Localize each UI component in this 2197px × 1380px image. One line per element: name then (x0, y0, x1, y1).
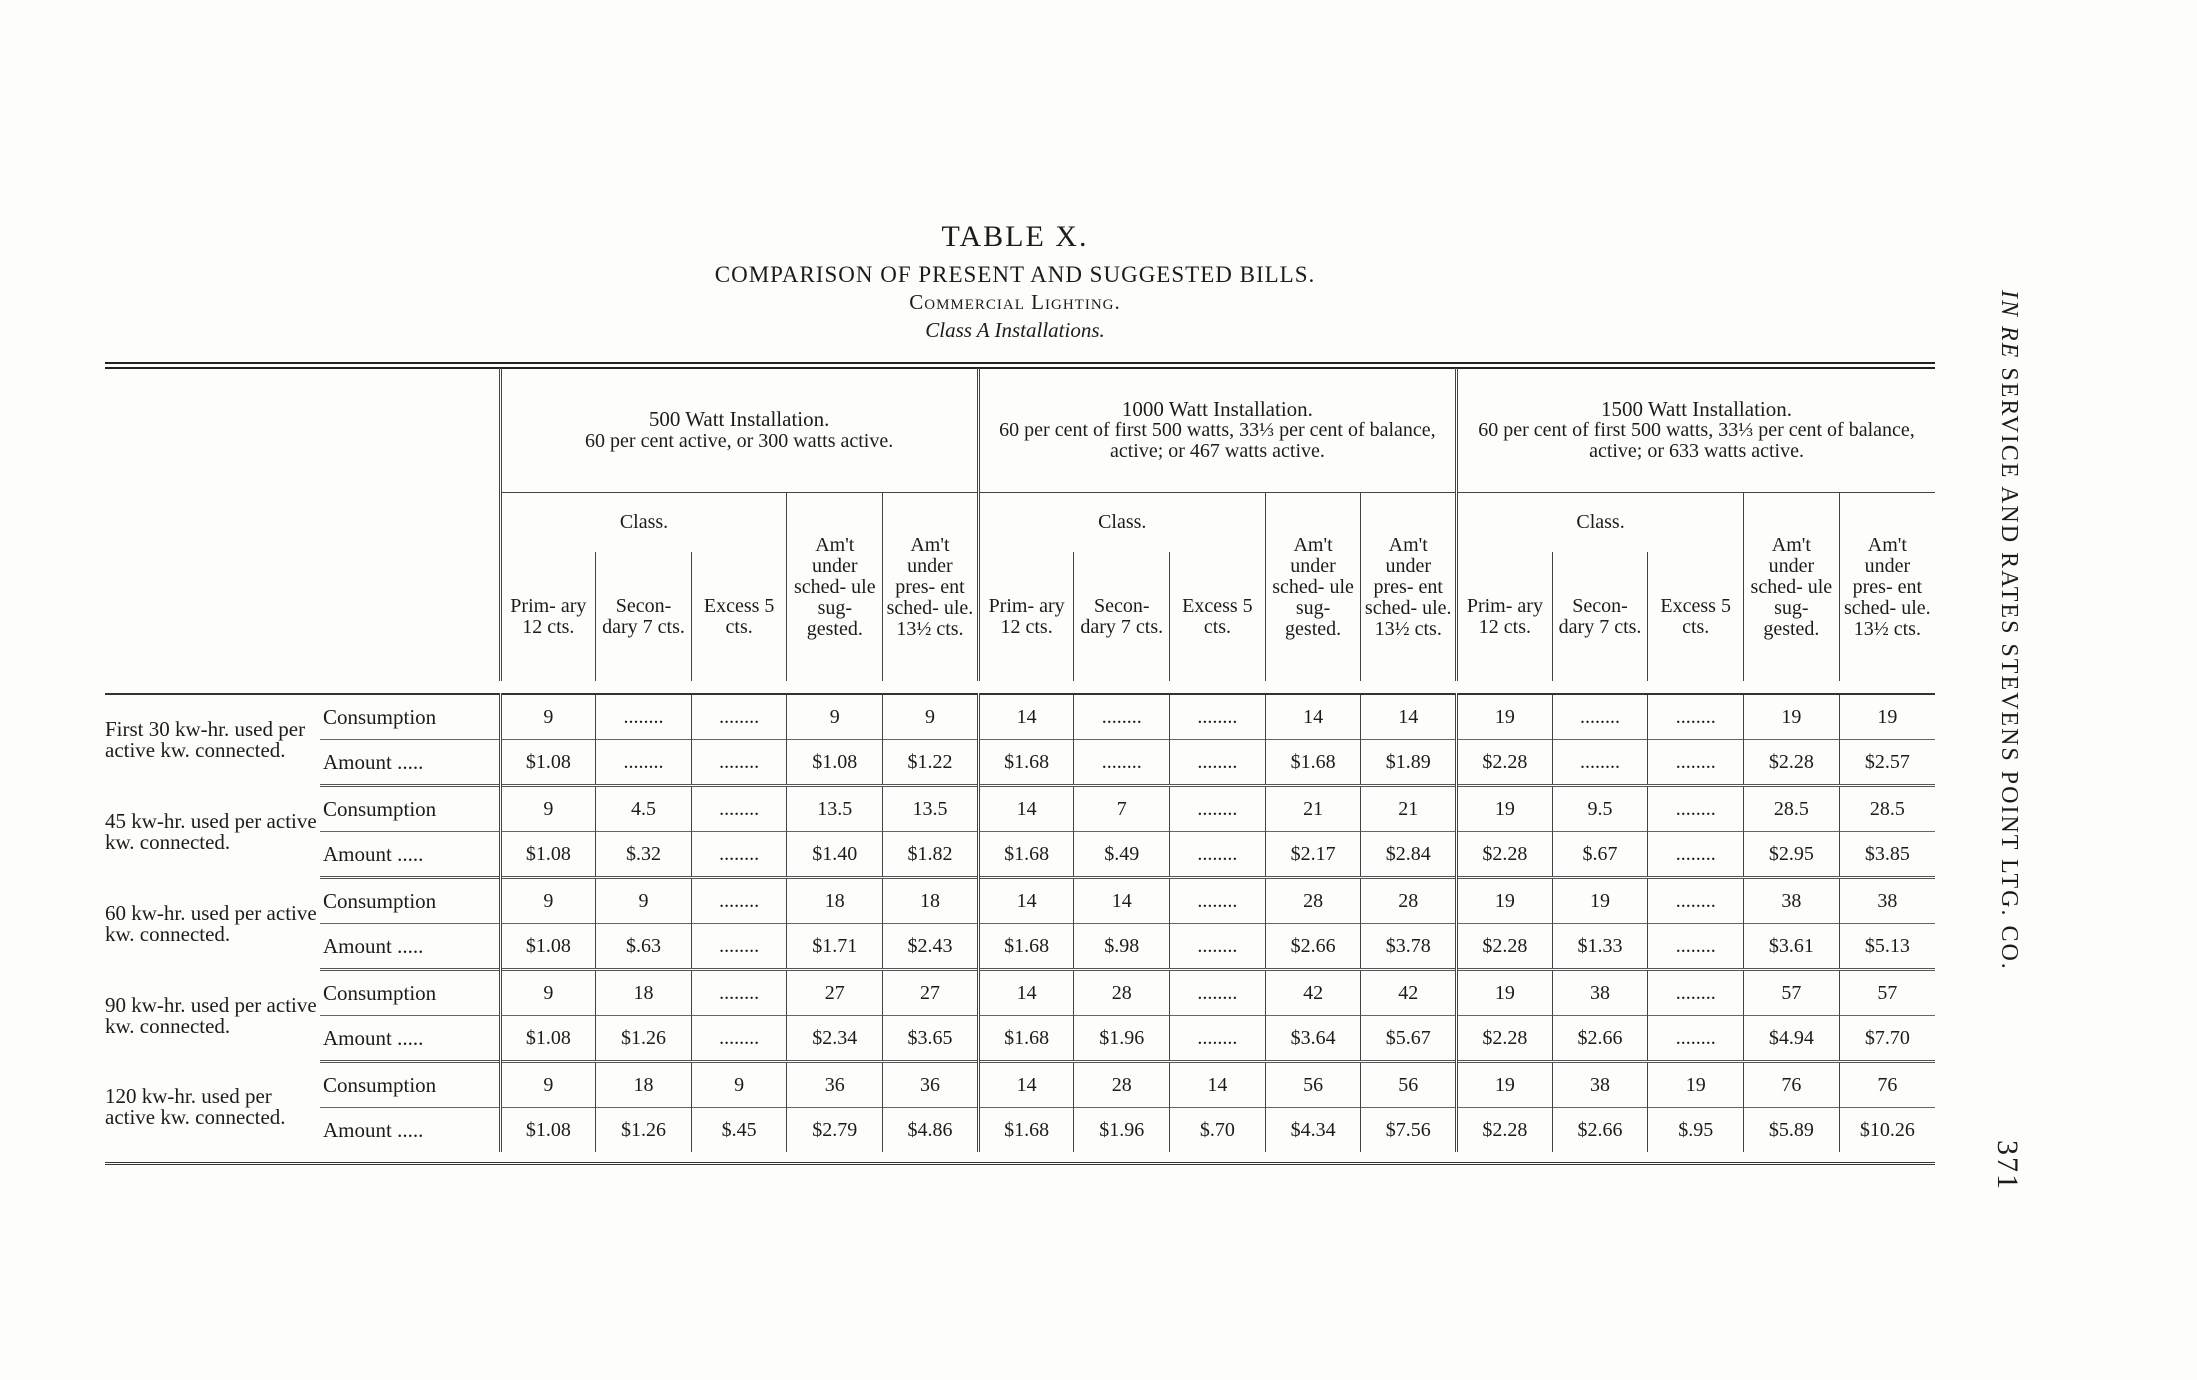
table-cell: 28 (1265, 878, 1361, 924)
table-cell: $4.86 (883, 1108, 979, 1153)
table-cell: $1.22 (883, 740, 979, 786)
table-cell: 76 (1744, 1062, 1840, 1108)
table-cell: ........ (1170, 740, 1266, 786)
suggested-header: Am't under sched- ule sug- gested. (787, 493, 883, 682)
table-cell: 27 (787, 970, 883, 1016)
table-cell: 19 (1648, 1062, 1744, 1108)
table-row (105, 740, 1935, 786)
table-cell: ........ (1648, 786, 1744, 832)
table-cell: $1.40 (787, 832, 883, 878)
table-cell: ........ (691, 832, 787, 878)
table-cell: $2.95 (1744, 832, 1840, 878)
table-cell: 9 (500, 878, 596, 924)
table-cell: 42 (1361, 970, 1457, 1016)
present-header: Am't under pres- ent sched- ule. 13½ cts. (1839, 493, 1935, 682)
table-cell: $2.17 (1265, 832, 1361, 878)
consumption-label: Consumption (323, 704, 437, 729)
table-cell: 9 (500, 694, 596, 740)
table-row (105, 1108, 1935, 1153)
table-cell: 14 (978, 1062, 1074, 1108)
table-cell: $1.68 (978, 1016, 1074, 1062)
table-cell: $3.61 (1744, 924, 1840, 970)
table-cell: $.49 (1074, 832, 1170, 878)
table-cell: $.32 (596, 832, 692, 878)
table-cell: $7.56 (1361, 1108, 1457, 1153)
present-header: Am't under pres- ent sched- ule. 13½ cts. (883, 493, 979, 682)
installation-title: 1500 Watt Installation. (1601, 396, 1793, 421)
table-cell: 14 (978, 786, 1074, 832)
table-row (105, 924, 1935, 970)
table-cell: $1.26 (596, 1108, 692, 1153)
table-cell: $1.08 (500, 740, 596, 786)
amount-label: Amount ..... (320, 1016, 500, 1062)
table-row (105, 1016, 1935, 1062)
table-cell: 18 (883, 878, 979, 924)
table-cell: 9 (500, 786, 596, 832)
primary-header: Prim- ary 12 cts. (500, 552, 596, 681)
row-label: First 30 kw-hr. used per active kw. connected. (105, 717, 306, 763)
table-cell: ........ (1552, 694, 1648, 740)
table-cell: $1.82 (883, 832, 979, 878)
table-cell: 36 (787, 1062, 883, 1108)
table-cell: $3.85 (1839, 832, 1935, 878)
table-cell: ........ (1170, 694, 1266, 740)
table-cell: $1.68 (1265, 740, 1361, 786)
table-cell: 56 (1265, 1062, 1361, 1108)
table-cell: 57 (1839, 970, 1935, 1016)
table-cell: $2.28 (1744, 740, 1840, 786)
table-cell: ........ (596, 694, 692, 740)
table-cell: ........ (691, 878, 787, 924)
installation-title: 1000 Watt Installation. (1121, 396, 1313, 421)
table-cell: 21 (1265, 786, 1361, 832)
table-cell: 9 (787, 694, 883, 740)
table-cell: 19 (1457, 878, 1553, 924)
table-cell: 19 (1457, 694, 1553, 740)
table-cell: $10.26 (1839, 1108, 1935, 1153)
table-cell: $2.66 (1552, 1016, 1648, 1062)
table-cell: $2.28 (1457, 924, 1553, 970)
table-body (105, 694, 1935, 1152)
row-label: 120 kw-hr. used per active kw. connected. (105, 1083, 286, 1129)
stub-header (105, 368, 500, 681)
table-cell: 14 (978, 878, 1074, 924)
table-cell: ........ (1170, 1016, 1266, 1062)
secondary-header: Secon- dary 7 cts. (1074, 552, 1170, 681)
table-cell: 14 (978, 970, 1074, 1016)
amount-label: Amount ..... (320, 924, 500, 970)
class-heading: Class A Installations. (925, 318, 1105, 342)
table-cell: 14 (1074, 878, 1170, 924)
consumption-label: Consumption (320, 878, 500, 924)
installation-title: 500 Watt Installation. (648, 407, 830, 432)
table-cell: $5.89 (1744, 1108, 1840, 1153)
table-cell: $1.08 (500, 832, 596, 878)
table-cell: 28 (1074, 1062, 1170, 1108)
table-cell: ........ (1648, 740, 1744, 786)
table-cell: $.67 (1552, 832, 1648, 878)
table-cell: $1.33 (1552, 924, 1648, 970)
amount-label: Amount ..... (320, 740, 500, 786)
table-cell: 9 (691, 1062, 787, 1108)
table-cell: $2.57 (1839, 740, 1935, 786)
installation-desc: 60 per cent of first 500 watts, 33⅓ per cent of balance, active; or 633 watts active. (1478, 419, 1915, 463)
table-cell: ........ (1552, 740, 1648, 786)
table-cell: $1.08 (500, 1108, 596, 1153)
excess-header: Excess 5 cts. (1170, 552, 1266, 681)
table-cell: ........ (1648, 878, 1744, 924)
table-cell: $1.68 (978, 1108, 1074, 1153)
table-cell: 13.5 (883, 786, 979, 832)
table-cell: 28.5 (1839, 786, 1935, 832)
table-cell: $3.65 (883, 1016, 979, 1062)
primary-header: Prim- ary 12 cts. (978, 552, 1074, 681)
table-cell: ........ (1648, 832, 1744, 878)
bottom-rule (105, 1162, 1935, 1165)
table-cell: ........ (1074, 694, 1170, 740)
running-head-text: SERVICE AND RATES STEVENS POINT LTG. CO. (1996, 359, 2022, 971)
secondary-header: Secon- dary 7 cts. (1552, 552, 1648, 681)
table-cell: $1.96 (1074, 1108, 1170, 1153)
table-cell: 19 (1839, 694, 1935, 740)
table-cell: 56 (1361, 1062, 1457, 1108)
table-cell: $1.08 (500, 924, 596, 970)
suggested-header: Am't under sched- ule sug- gested. (1265, 493, 1361, 682)
table-cell: 57 (1744, 970, 1840, 1016)
table-cell: $2.43 (883, 924, 979, 970)
table-cell: ........ (1648, 970, 1744, 1016)
section-heading: Commercial Lighting. (909, 290, 1121, 314)
table-cell: $2.28 (1457, 832, 1553, 878)
table-cell: 38 (1744, 878, 1840, 924)
table-cell: 19 (1552, 878, 1648, 924)
secondary-header: Secon- dary 7 cts. (596, 552, 692, 681)
table-cell: 9.5 (1552, 786, 1648, 832)
table-cell: 38 (1839, 878, 1935, 924)
table-cell: $1.71 (787, 924, 883, 970)
table-cell: $2.79 (787, 1108, 883, 1153)
table-cell: 18 (787, 878, 883, 924)
page-number: 371 (1991, 1140, 2024, 1191)
table-cell: ........ (1170, 924, 1266, 970)
table-cell: ........ (691, 786, 787, 832)
table-row (105, 786, 1935, 832)
table-cell: $.70 (1170, 1108, 1266, 1153)
installation-1000-header (978, 368, 1456, 493)
table-cell: $1.68 (978, 832, 1074, 878)
row-label: 90 kw-hr. used per active kw. connected. (105, 992, 317, 1038)
table-cell: $2.28 (1457, 740, 1553, 786)
amount-label: Amount ..... (320, 1108, 500, 1153)
table-cell: 9 (500, 970, 596, 1016)
installation-desc: 60 per cent of first 500 watts, 33⅓ per cent of balance, active; or 467 watts active. (999, 419, 1436, 463)
consumption-label: Consumption (320, 970, 500, 1016)
table-cell: $.98 (1074, 924, 1170, 970)
table-cell: ........ (596, 740, 692, 786)
table-cell: ........ (691, 740, 787, 786)
table-cell: 76 (1839, 1062, 1935, 1108)
table-cell: 13.5 (787, 786, 883, 832)
table-cell: 19 (1457, 970, 1553, 1016)
table-cell: $2.28 (1457, 1016, 1553, 1062)
table-cell: 14 (1170, 1062, 1266, 1108)
table-cell: ........ (1648, 924, 1744, 970)
table-cell: $2.34 (787, 1016, 883, 1062)
table-cell: ........ (691, 1016, 787, 1062)
table-cell: ........ (1170, 786, 1266, 832)
table-cell: $1.08 (787, 740, 883, 786)
table-title: TABLE X. (941, 220, 1089, 253)
table-row (105, 832, 1935, 878)
table-row (105, 1062, 1935, 1108)
primary-header: Prim- ary 12 cts. (1457, 552, 1553, 681)
table-cell: 9 (500, 1062, 596, 1108)
table-cell: 28.5 (1744, 786, 1840, 832)
table-cell: 14 (1361, 694, 1457, 740)
table-row (105, 878, 1935, 924)
table-cell: ........ (1170, 878, 1266, 924)
table-cell: $1.08 (500, 1016, 596, 1062)
table-cell: $2.84 (1361, 832, 1457, 878)
table-cell: 18 (596, 1062, 692, 1108)
table-cell: $7.70 (1839, 1016, 1935, 1062)
table-cell: ........ (1074, 740, 1170, 786)
table-cell: $1.26 (596, 1016, 692, 1062)
table-cell: 42 (1265, 970, 1361, 1016)
class-header: Class. (1457, 493, 1744, 553)
table-cell: 19 (1744, 694, 1840, 740)
present-header: Am't under pres- ent sched- ule. 13½ cts. (1361, 493, 1457, 682)
table-cell: $1.96 (1074, 1016, 1170, 1062)
table-cell: $4.34 (1265, 1108, 1361, 1153)
comparison-table (105, 368, 1935, 1152)
table-cell: 19 (1457, 1062, 1553, 1108)
installation-500-header (500, 368, 978, 493)
row-label: 45 kw-hr. used per active kw. connected. (105, 808, 317, 854)
table-cell: 7 (1074, 786, 1170, 832)
table-cell: 21 (1361, 786, 1457, 832)
table-cell: 4.5 (596, 786, 692, 832)
table-cell: $.95 (1648, 1108, 1744, 1153)
table-cell: ........ (691, 970, 787, 1016)
table-cell: ........ (691, 924, 787, 970)
table-cell: 27 (883, 970, 979, 1016)
table-cell: $2.28 (1457, 1108, 1553, 1153)
row-label: 60 kw-hr. used per active kw. connected. (105, 900, 317, 946)
table-cell: $4.94 (1744, 1016, 1840, 1062)
table-cell: 9 (596, 878, 692, 924)
table-cell: ........ (1648, 1016, 1744, 1062)
table-cell: 18 (596, 970, 692, 1016)
table-cell: $.45 (691, 1108, 787, 1153)
table-cell: 28 (1361, 878, 1457, 924)
table-row (105, 970, 1935, 1016)
table-cell: 9 (883, 694, 979, 740)
table-cell: ........ (1170, 970, 1266, 1016)
table-cell: $2.66 (1552, 1108, 1648, 1153)
table-cell: $2.66 (1265, 924, 1361, 970)
class-header: Class. (978, 493, 1265, 553)
table-cell: $1.68 (978, 740, 1074, 786)
table-cell: 19 (1457, 786, 1553, 832)
table-cell: $1.68 (978, 924, 1074, 970)
table-row (105, 694, 1935, 740)
table-cell: $.63 (596, 924, 692, 970)
running-head-prefix: IN RE (1996, 290, 2022, 360)
installation-1500-header (1457, 368, 1935, 493)
table-cell: $5.13 (1839, 924, 1935, 970)
table-cell: 36 (883, 1062, 979, 1108)
suggested-header: Am't under sched- ule sug- gested. (1744, 493, 1840, 682)
table-subtitle: COMPARISON OF PRESENT AND SUGGESTED BILLS. (714, 262, 1316, 287)
table-cell: 14 (1265, 694, 1361, 740)
consumption-label: Consumption (320, 1062, 500, 1108)
running-head (1995, 290, 2022, 971)
table-cell: 38 (1552, 1062, 1648, 1108)
amount-label: Amount ..... (320, 832, 500, 878)
installation-desc: 60 per cent active, or 300 watts active. (585, 429, 894, 452)
table-cell: 38 (1552, 970, 1648, 1016)
table-cell: ........ (1170, 832, 1266, 878)
table-cell: $3.78 (1361, 924, 1457, 970)
table-cell: 14 (978, 694, 1074, 740)
top-rule (105, 362, 1935, 364)
excess-header: Excess 5 cts. (691, 552, 787, 681)
table-cell: ........ (1648, 694, 1744, 740)
excess-header: Excess 5 cts. (1648, 552, 1744, 681)
table-cell: ........ (691, 694, 787, 740)
consumption-label: Consumption (320, 786, 500, 832)
table-cell: 28 (1074, 970, 1170, 1016)
table-cell: $3.64 (1265, 1016, 1361, 1062)
table-cell: $5.67 (1361, 1016, 1457, 1062)
class-header: Class. (500, 493, 787, 553)
table-cell: $1.89 (1361, 740, 1457, 786)
